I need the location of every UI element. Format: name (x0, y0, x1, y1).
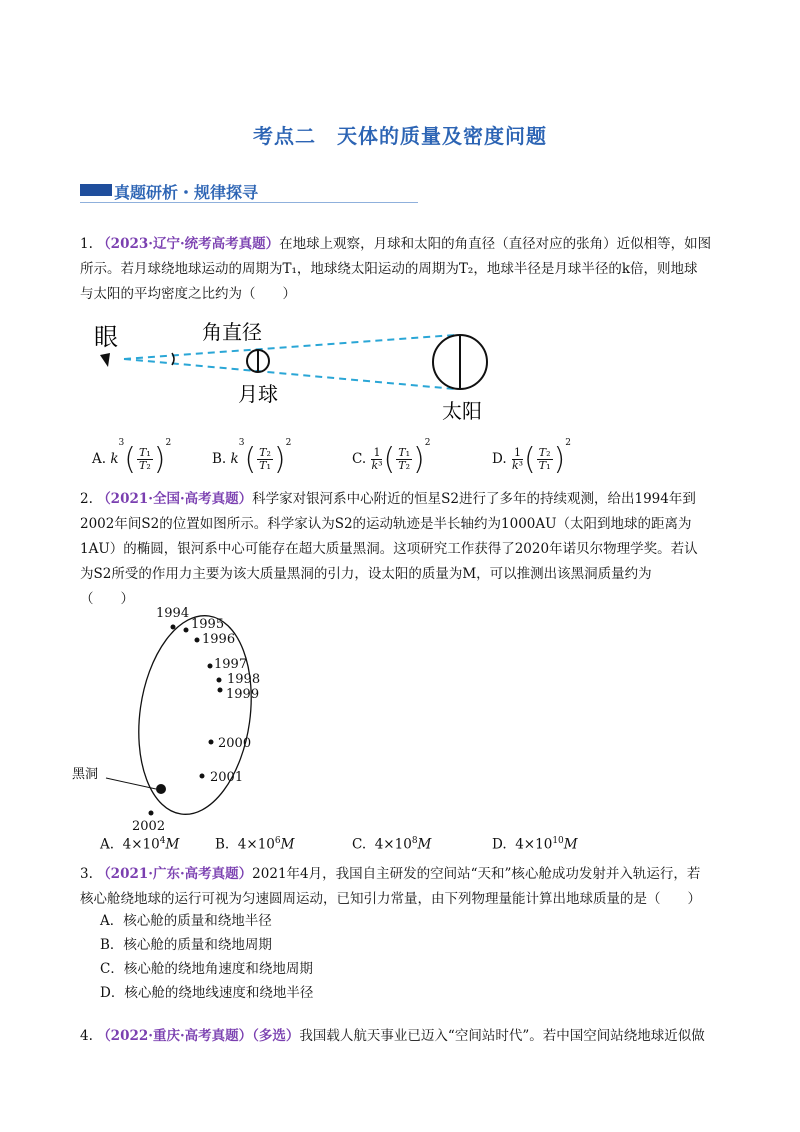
q3-choice-a[interactable]: A．核心舱的质量和绕地半径 (100, 913, 272, 929)
moon-label: 月球 (238, 382, 278, 406)
q1-option-b[interactable]: B. $k^3$( $\frac{\text{T₂}}{\text{T₁}}$ )$^2$ (212, 438, 292, 477)
q3-choice-c[interactable]: C．核心舱的绕地角速度和绕地周期 (100, 961, 313, 977)
sun-label: 太阳 (442, 399, 482, 423)
q3-choice-b[interactable]: B．核心舱的质量和绕地周期 (100, 937, 272, 953)
svg-text:1998: 1998 (227, 672, 261, 687)
q2-option-c[interactable]: C. $4\times 10^8M$ (352, 836, 432, 853)
svg-text:1996: 1996 (202, 632, 236, 647)
svg-text:1995: 1995 (191, 617, 225, 632)
svg-text:1994: 1994 (156, 606, 190, 621)
q3-choice-d[interactable]: D．核心舱的绕地线速度和绕地半径 (100, 985, 314, 1001)
page-title: 考点二 天体的质量及密度问题 (253, 124, 547, 148)
blackhole-label: 黑洞 (72, 767, 99, 782)
section-heading: 真题研析・规律探寻 (114, 183, 259, 202)
q3-text: 3. （2021·广东·高考真题）2021年4月，我国自主研发的空间站“天和”核心舱成功发射并入轨运行，若 核心舱绕地球的运行可视为匀速圆周运动，已知引力常量，由下列物理量能计算出地球质量的是（ ） (80, 866, 701, 907)
q1-figure (80, 315, 520, 425)
svg-text:2001: 2001 (210, 770, 244, 785)
svg-text:2002: 2002 (132, 819, 166, 834)
q2-figure (70, 600, 300, 836)
angle-label: 角直径 (202, 320, 262, 344)
q1-option-d[interactable]: D. $\frac{1}{\text{k³}}$ ( $\frac{\text{T₂}}{\text{T₁}}$ )$^2$ (492, 438, 571, 477)
eye-icon (100, 353, 110, 367)
q1-text: 1. （2023·辽宁·统考高考真题）在地球上观察，月球和太阳的角直径（直径对应的张角）近似相等，如图 所示。若月球绕地球运动的周期为T₁，地球绕太阳运动的周期为T₂，地球半径是月球半径的k倍，则地球 与太阳的平均密度之比约为（ ） (80, 236, 712, 302)
section-divider (80, 202, 418, 203)
blackhole-icon (156, 784, 166, 794)
q2-option-d[interactable]: D. $4\times 10^{10}M$ (492, 836, 578, 853)
q2-option-a[interactable]: A. $4\times 10^4M$ (100, 836, 180, 853)
section-bar (80, 184, 112, 196)
q4-text: 4. （2022·重庆·高考真题）（多选）我国载人航天事业已迈入“空间站时代”。若中国空间站绕地球近似做 (80, 1028, 705, 1044)
svg-text:1997: 1997 (214, 657, 248, 672)
q1-option-a[interactable]: A. $k^3$( $\frac{\text{T₁}}{\text{T₂}}$ )$^2$ (92, 438, 172, 477)
svg-text:2000: 2000 (218, 736, 252, 751)
svg-text:1999: 1999 (226, 687, 260, 702)
q1-option-c[interactable]: C. $\frac{1}{\text{k³}}$ ( $\frac{\text{T₁}}{\text{T₂}}$ )$^2$ (352, 438, 431, 477)
eye-label: 眼 (94, 323, 118, 351)
q2-option-b[interactable]: B. $4\times 10^6M$ (215, 836, 295, 853)
q2-text: 2. （2021·全国·高考真题）科学家对银河系中心附近的恒星S2进行了多年的持续观测，给出1994年到 2002年间S2的位置如图所示。科学家认为S2的运动轨迹是半长轴约为1000AU（太阳到地球的距离为 1AU）的椭圆，银河系中心可能存在超大质量黑洞。这项研究工作获得了2020年诺贝尔物理学奖。若认 为S2所受的作用力主要为该大质量黑洞的引力，设太阳的质量为M，可以推测出该黑洞质量约为 （ ） (80, 491, 698, 607)
